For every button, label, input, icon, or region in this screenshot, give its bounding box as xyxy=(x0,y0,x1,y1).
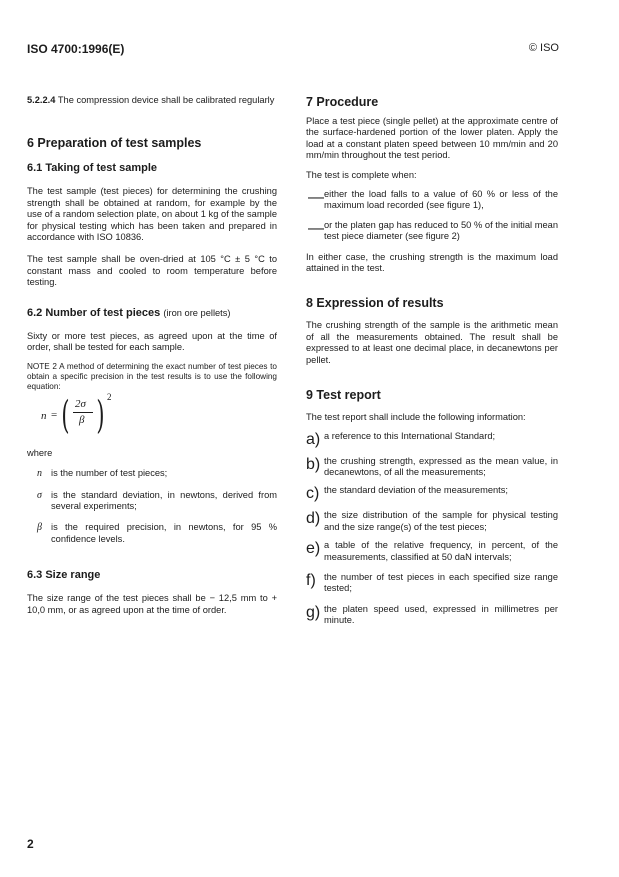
list-item-text: a table of the relative frequency, in percent, of the measurements, classified at 50 daN intervals; xyxy=(324,540,558,562)
list-marker: e) xyxy=(306,540,321,558)
equation-right-paren: ) xyxy=(96,392,105,437)
list-marker: f) xyxy=(306,571,316,589)
symbol: n xyxy=(37,468,42,480)
symbol: σ xyxy=(37,489,42,501)
left-column xyxy=(27,95,277,616)
clause-5-2-2-4 xyxy=(27,95,277,106)
clause-text: The compression device shall be calibrated regularly xyxy=(57,95,275,105)
section-6-2-title-suffix: (iron ore pellets) xyxy=(163,307,231,318)
list-marker: d) xyxy=(306,510,321,528)
equation-numerator: 2σ xyxy=(75,397,86,410)
equation-lhs: n xyxy=(41,409,47,422)
section-6-3-paragraph: The size range of the test pieces shall be − 12,5 mm to + 10,0 mm, or as agreed upon at the time of order. xyxy=(27,593,277,615)
list-marker: — xyxy=(308,189,324,207)
definition-n xyxy=(37,468,277,479)
section-7-paragraph-3: In either case, the crushing strength is the maximum load attained in the test. xyxy=(306,251,558,274)
list-item xyxy=(308,189,558,212)
list-marker: — xyxy=(308,219,324,237)
section-8-heading: 8 Expression of results xyxy=(306,296,444,311)
list-item-text: the number of test pieces in each specified size range tested; xyxy=(324,571,558,594)
list-item xyxy=(306,540,558,563)
page-number: 2 xyxy=(27,837,34,851)
section-9-paragraph: The test report shall include the following information: xyxy=(306,412,526,423)
definition-text: is the number of test pieces; xyxy=(51,468,168,479)
symbol: β xyxy=(37,522,42,534)
list-item-text: either the load falls to a value of 60 % or less of the maximum load recorded (see figure 1), xyxy=(324,189,558,211)
section-6-1-paragraph-1: The test sample (test pieces) for determining the crushing strength shall be obtained at random, for example by the use of a random selection plate, on about 1 kg of the sample for physical testing which has been taken and prepared in accordance with ISO 10836. xyxy=(27,186,277,243)
fraction-bar xyxy=(73,412,93,413)
section-7-heading: 7 Procedure xyxy=(306,95,379,109)
list-item xyxy=(306,510,558,533)
definition-beta xyxy=(37,522,277,545)
list-item xyxy=(306,485,558,503)
section-8-paragraph: The crushing strength of the sample is the arithmetic mean of all the measurements obtained. The result shall be expressed to at least one decimal place, in decanewtons per pellet. xyxy=(306,320,558,365)
list-item xyxy=(308,220,558,243)
section-6-heading: 6 Preparation of test samples xyxy=(27,136,202,151)
definition-sigma xyxy=(37,490,277,513)
list-item xyxy=(306,431,558,449)
equation-denominator: β xyxy=(79,413,85,426)
section-9-heading: 9 Test report xyxy=(306,388,381,403)
list-marker: b) xyxy=(306,455,321,473)
copyright-notice: © ISO xyxy=(528,42,559,54)
list-marker: a) xyxy=(306,430,321,448)
equation-exponent: 2 xyxy=(107,391,112,402)
sample-size-equation xyxy=(27,392,277,442)
list-item-text: the platen speed used, expressed in millimetres per minute. xyxy=(324,603,558,626)
definition-text: is the standard deviation, in newtons, derived from several experiments; xyxy=(51,489,277,512)
right-column xyxy=(306,95,558,627)
list-item-text: the standard deviation of the measurements; xyxy=(324,485,508,496)
document-id: ISO 4700:1996(E) xyxy=(27,42,125,56)
section-6-1-heading: 6.1 Taking of test sample xyxy=(27,162,158,175)
clause-label: 5.2.2.4 xyxy=(27,95,56,105)
list-item xyxy=(306,456,558,479)
definition-text: is the required precision, in newtons, for 95 % confidence levels. xyxy=(51,522,277,544)
note-2: NOTE 2 A method of determining the exact number of test pieces to obtain a specific precision in the test results is to use the following equation: xyxy=(27,362,277,392)
section-7-paragraph-1: Place a test piece (single pellet) at the approximate centre of the surface-hardened portion of the lower platen. Apply the load at a constant platen speed between 10 mm/min and 20 mm/min throughout the test period. xyxy=(306,116,558,161)
section-6-3-heading: 6.3 Size range xyxy=(27,569,101,582)
list-item-text: the crushing strength, expressed as the mean value, in decanewtons, of all the measurements; xyxy=(324,455,558,477)
section-6-2-title: 6.2 Number of test pieces xyxy=(27,306,161,319)
where-label: where xyxy=(27,447,53,458)
list-item xyxy=(306,604,558,627)
list-item xyxy=(306,572,558,595)
equation-equals: = xyxy=(51,408,58,421)
list-item-text: a reference to this International Standard; xyxy=(324,430,496,441)
list-marker: c) xyxy=(306,485,320,503)
section-6-2-paragraph: Sixty or more test pieces, as agreed upon at the time of order, shall be tested for each sample. xyxy=(27,330,277,353)
equation-left-paren: ( xyxy=(61,392,70,437)
section-6-1-paragraph-2: The test sample shall be oven-dried at 105 °C ± 5 °C to constant mass and cooled to room temperature before testing. xyxy=(27,254,277,288)
section-7-paragraph-2: The test is complete when: xyxy=(306,169,417,180)
list-item-text: or the platen gap has reduced to 50 % of the initial mean test piece diameter (see figure 2) xyxy=(324,219,558,242)
list-marker: g) xyxy=(306,603,321,621)
section-6-2-heading xyxy=(27,307,277,319)
list-item-text: the size distribution of the sample for physical testing and the size range(s) of the test pieces; xyxy=(324,510,558,532)
